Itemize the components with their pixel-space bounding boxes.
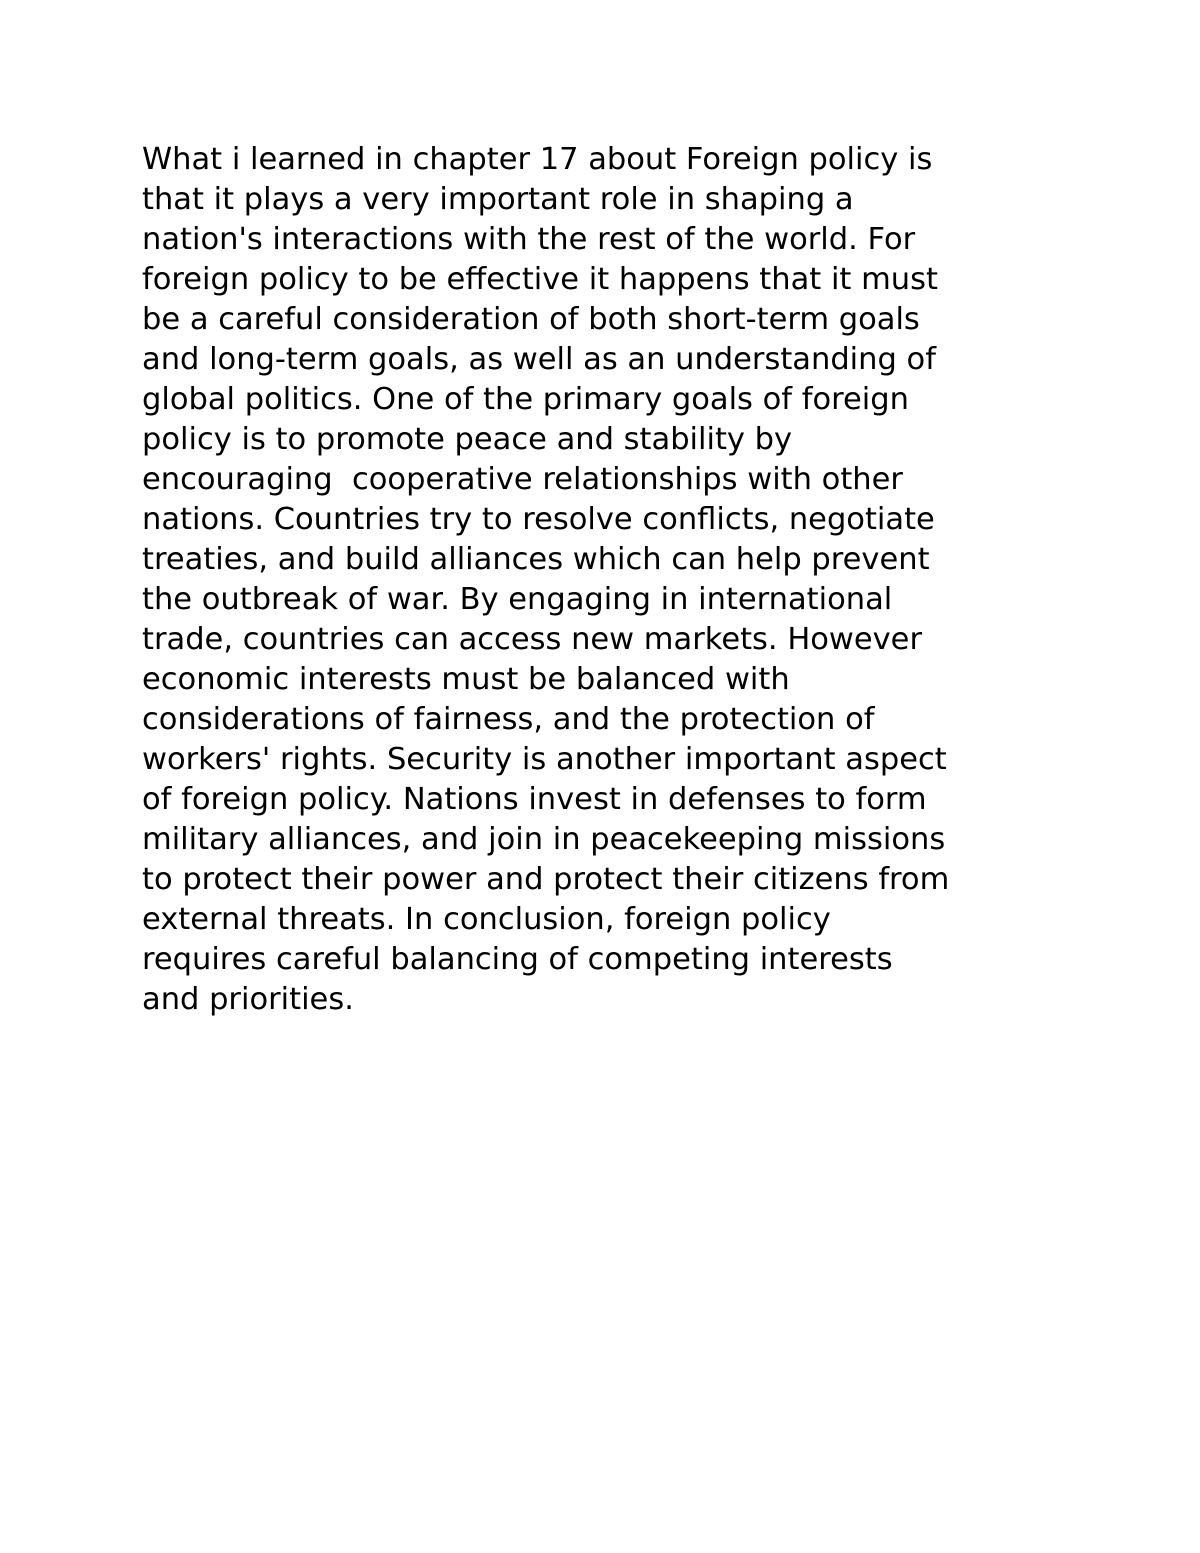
text-line: workers' rights. Security is another important aspect [142, 742, 947, 777]
text-line: treaties, and build alliances which can help prevent [142, 542, 930, 577]
text-line: foreign policy to be effective it happens that it must [142, 262, 938, 297]
text-line: military alliances, and join in peacekeeping missions [142, 822, 946, 857]
text-line: considerations of fairness, and the protection of [142, 702, 875, 737]
text-line: be a careful consideration of both short-term goals [142, 302, 920, 337]
text-line: policy is to promote peace and stability by [142, 422, 793, 457]
text-line: nations. Countries try to resolve conflicts, negotiate [142, 502, 935, 537]
text-line: and long-term goals, as well as an understanding of [142, 342, 936, 377]
text-line: and priorities. [142, 982, 354, 1017]
text-line: that it plays a very important role in shaping a [142, 182, 854, 217]
text-line: economic interests must be balanced with [142, 662, 790, 697]
text-line: the outbreak of war. By engaging in international [142, 582, 893, 617]
text-line: nation's interactions with the rest of the world. For [142, 222, 916, 257]
text-line: encouraging cooperative relationships with other [142, 462, 903, 497]
text-line: What i learned in chapter 17 about Foreign policy is [142, 142, 933, 177]
text-line: global politics. One of the primary goals of foreign [142, 382, 909, 417]
text-line: to protect their power and protect their citizens from [142, 862, 950, 897]
text-line: requires careful balancing of competing interests [142, 942, 893, 977]
text-line: external threats. In conclusion, foreign policy [142, 902, 831, 937]
text-line: of foreign policy. Nations invest in defenses to form [142, 782, 927, 817]
body-paragraph [142, 140, 1062, 1020]
text-line: trade, countries can access new markets. However [142, 622, 922, 657]
